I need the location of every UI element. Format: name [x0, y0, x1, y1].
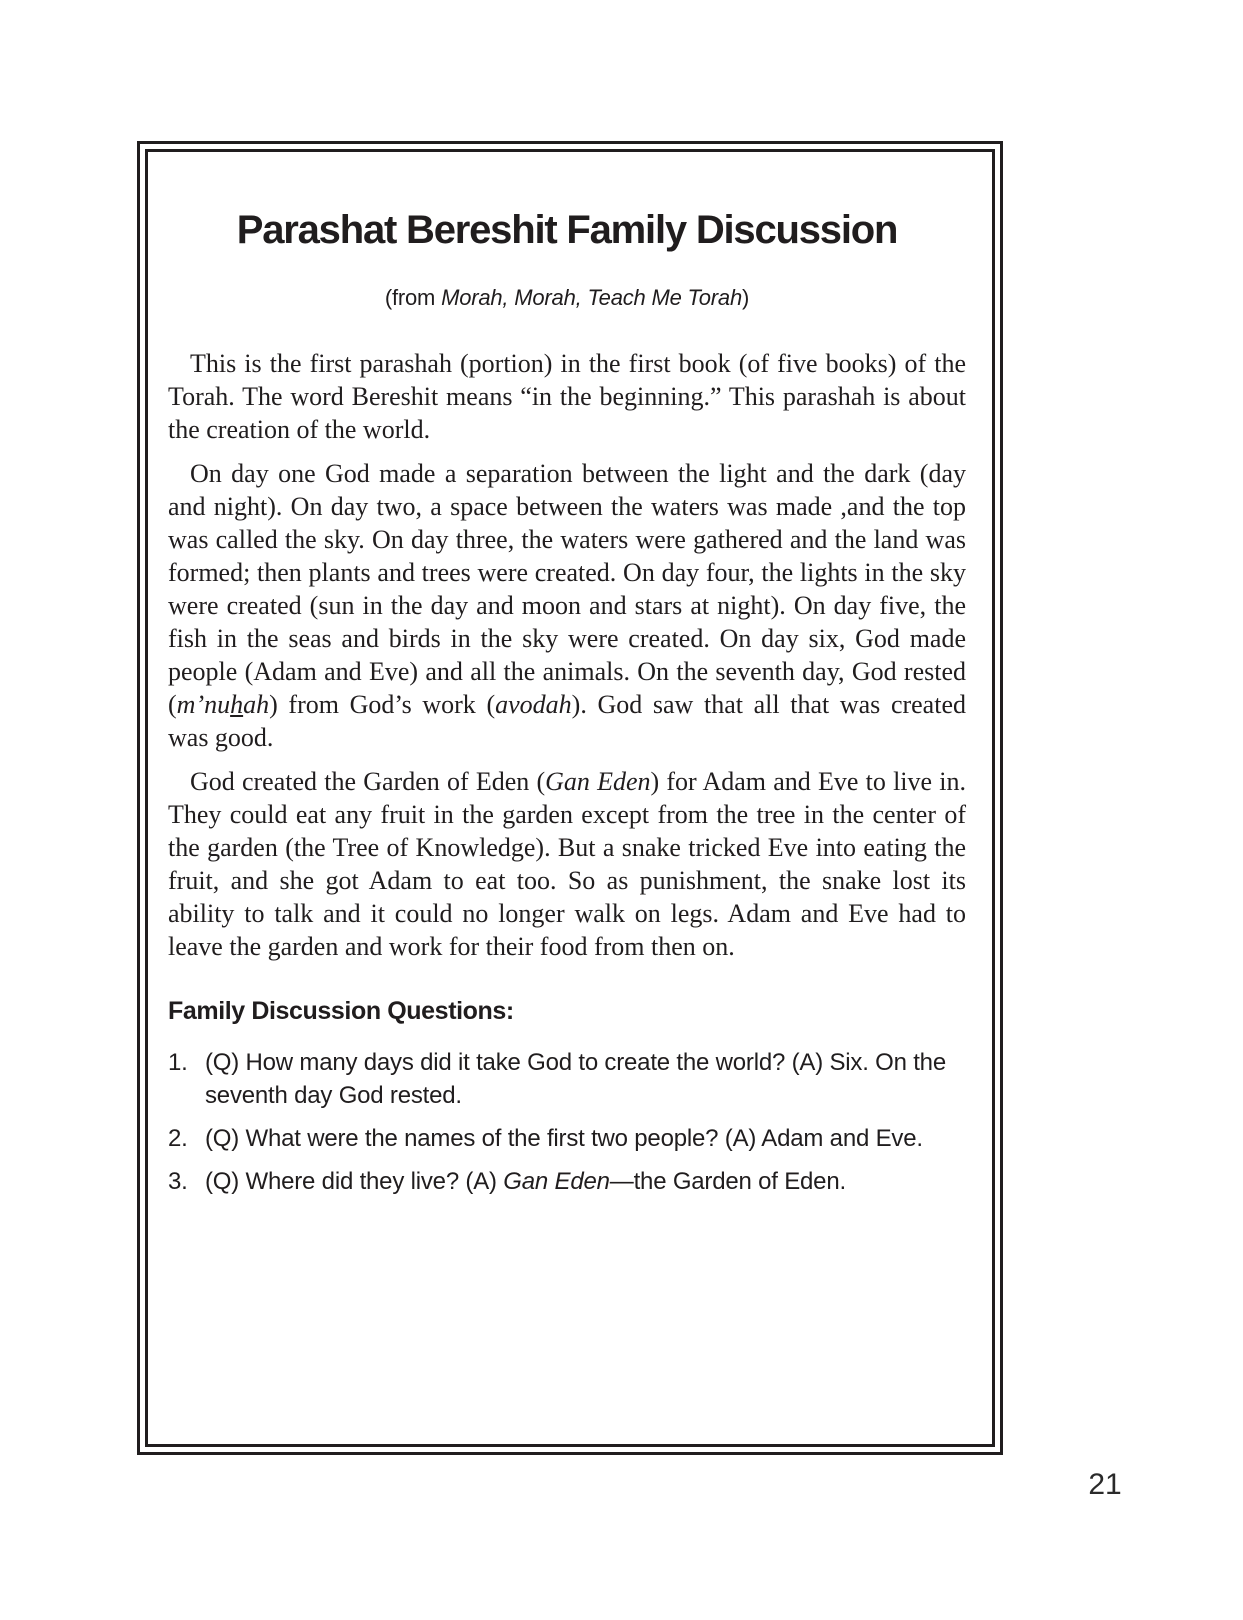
question-text: (Q) What were the names of the first two people? (A) Adam and Eve.: [205, 1125, 923, 1152]
page-content: [148, 152, 992, 1198]
text-segment: ) from God’s work (: [269, 690, 496, 719]
text-segment: —the Garden of Eden.: [609, 1168, 846, 1195]
subtitle: [168, 285, 966, 311]
questions-list: [168, 1046, 966, 1198]
question-text: [205, 1165, 966, 1198]
paragraph-creation-days: [168, 457, 966, 754]
subtitle-suffix: ): [742, 285, 750, 310]
page-number: 21: [1088, 1468, 1122, 1501]
question-item-3: [168, 1165, 966, 1198]
hebrew-term-gan-eden: Gan Eden: [545, 767, 651, 796]
text-segment: On day one God made a separation between the light and the dark (day and night). On day two, a space between the waters was made ,and the top was called the sky. On day three, the waters were gathered and the land was formed; then plants and trees were created. On day four, the lights in the sky were created (sun in the day and moon and stars at night). On day five, the fish in the seas and birds in the sky were created. On day six, God made people (Adam and Eve) and all the animals. On the seventh day, God rested (: [168, 459, 966, 719]
text-segment: ) for Adam and Eve to live in. They could eat any fruit in the garden except from the tree in the center of the garden (the Tree of Knowledge). But a snake tricked Eve into eating the fruit, and she got Adam to eat too. So as punishment, the snake lost its ability to talk and it could no longer walk on legs. Adam and Eve had to leave the garden and work for their food from then on.: [168, 767, 966, 961]
page-border-outer: [137, 141, 1003, 1455]
question-number: 3.: [168, 1168, 188, 1195]
question-number: 2.: [168, 1125, 188, 1152]
page-border-inner: [145, 149, 995, 1447]
hebrew-term-mnuhah-part: m’nu: [176, 690, 231, 719]
question-text: (Q) How many days did it take God to create the world? (A) Six. On the seventh day God rested.: [205, 1049, 946, 1109]
question-item-1: [168, 1046, 966, 1112]
text-segment: (Q) Where did they live? (A): [205, 1168, 504, 1195]
subtitle-book-title: Morah, Morah, Teach Me Torah: [441, 285, 743, 310]
hebrew-term-mnuhah-end: ah: [243, 690, 270, 719]
question-item-2: [168, 1122, 966, 1155]
page-title: Parashat Bereshit Family Discussion: [236, 208, 898, 252]
hebrew-term-gan-eden: Gan Eden: [503, 1168, 610, 1195]
questions-heading: Family Discussion Questions:: [168, 997, 514, 1025]
hebrew-term-avodah: avodah: [495, 690, 572, 719]
text-segment: God created the Garden of Eden (: [190, 767, 546, 796]
text-segment: ). God saw that all that was created was good.: [168, 690, 966, 752]
paragraph-intro: This is the first parashah (portion) in the first book (of five books) of the Torah. The word Bereshit means “in the beginning.” This parashah is about the creation of the world.: [168, 349, 966, 444]
question-number: 1.: [168, 1049, 188, 1076]
paragraph-garden-of-eden: [168, 765, 966, 963]
subtitle-prefix: (from: [384, 285, 442, 310]
hebrew-term-underlined-h: h: [230, 690, 244, 719]
